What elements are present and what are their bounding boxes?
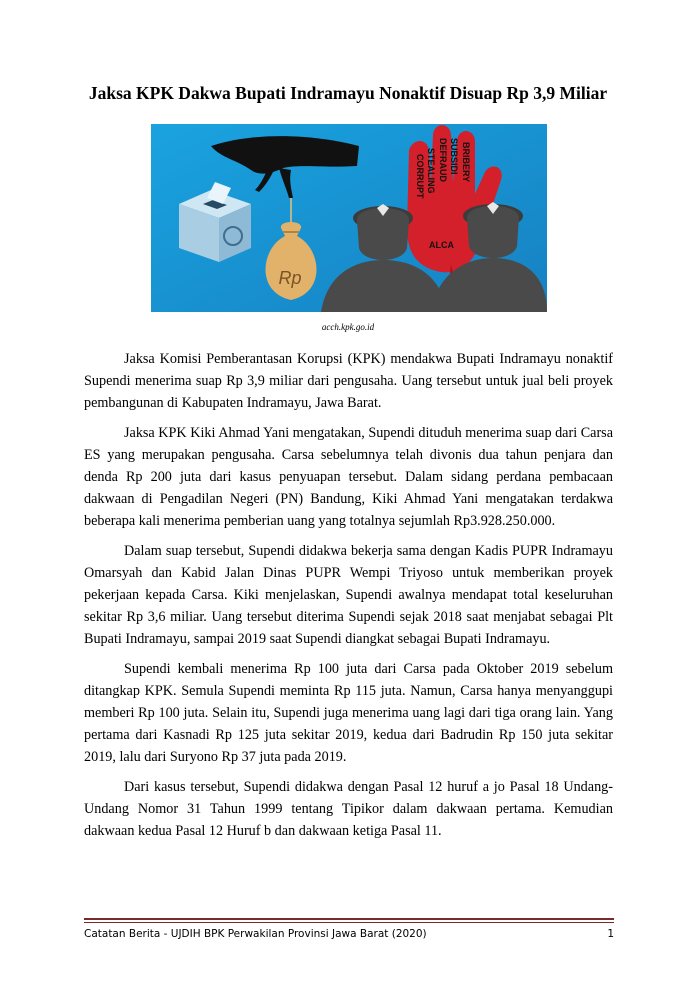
image-caption: acch.kpk.go.id [321,322,375,332]
money-bag-label: Rp [278,268,302,288]
hand-word-5: BRIBERY [461,142,471,183]
paragraph: Dari kasus tersebut, Supendi didakwa dengan Pasal 12 huruf a jo Pasal 18 Undang-Undang Nomor 31 Tahun 1999 tentang Tipikor dalam dakwaan pertama. Kemudian dakwaan kedua Pasal 12 Huruf b dan dakwaan ketiga Pasal 11. [84,779,613,839]
paragraph: Jaksa Komisi Pemberantasan Korupsi (KPK) mendakwa Bupati Indramayu nonaktif Supendi menerima suap Rp 3,9 miliar dari pengusaha. Uang tersebut untuk jual beli proyek pembangunan di Kabupaten Indramayu, Jawa Barat. [84,351,613,411]
footer-divider-thin [84,922,614,923]
hand-word-6: ALCA [429,240,454,250]
hand-word-3: DEFRAUD [438,138,448,182]
hand-word-2: STEALING [426,148,436,194]
paragraph: Jaksa KPK Kiki Ahmad Yani mengatakan, Supendi dituduh menerima suap dari Carsa ES yang merupakan pengusaha. Carsa sebelumnya telah divonis dua tahun penjara dan denda Rp 200 juta dari kasus penyuapan tersebut. Dalam sidang perdana pembacaan dakwaan di Pengadilan Negeri (PN) Bandung, Kiki Ahmad Yani mengatakan terdakwa beberapa kali menerima pemberian uang yang totalnya sejumlah Rp3.928.250.000. [84,425,613,529]
hand-word-4: SUBSIDI [449,138,459,175]
page-title: Jaksa KPK Dakwa Bupati Indramayu Nonaktif Disuap Rp 3,9 Miliar [88,83,608,103]
hand-word-1: CORRUPT [415,154,425,199]
page-number: 1 [607,928,614,940]
footer-divider [84,918,614,920]
paragraph: Dalam suap tersebut, Supendi didakwa bekerja sama dengan Kadis PUPR Indramayu Omarsyah dan Kabid Jalan Dinas PUPR Wempi Triyoso untuk memberikan proyek pekerjaan kepada Carsa. Kiki menjelaskan, Supendi awalnya mendapat total keseluruhan sekitar Rp 3,6 miliar. Uang tersebut diterima Supendi sejak 2018 saat menjabat sebagai Plt Bupati Indramayu, sampai 2019 saat Supendi diangkat sebagai Bupati Indramayu. [84,543,613,647]
footer-text: Catatan Berita - UJDIH BPK Perwakilan Provinsi Jawa Barat (2020) [84,928,427,940]
article-illustration [151,124,547,312]
paragraph: Supendi kembali menerima Rp 100 juta dari Carsa pada Oktober 2019 sebelum ditangkap KPK. Semula Supendi meminta Rp 115 juta. Namun, Carsa hanya menyanggupi memberi Rp 100 juta. Selain itu, Supendi juga menerima uang lagi dari tiga orang lain. Yang pertama dari Kasnadi Rp 125 juta sekitar 2019, kedua dari Badrudin Rp 150 juta sekitar 2019, lalu dari Suryono Rp 37 juta pada 2019. [84,661,613,765]
article-body [84,348,613,850]
